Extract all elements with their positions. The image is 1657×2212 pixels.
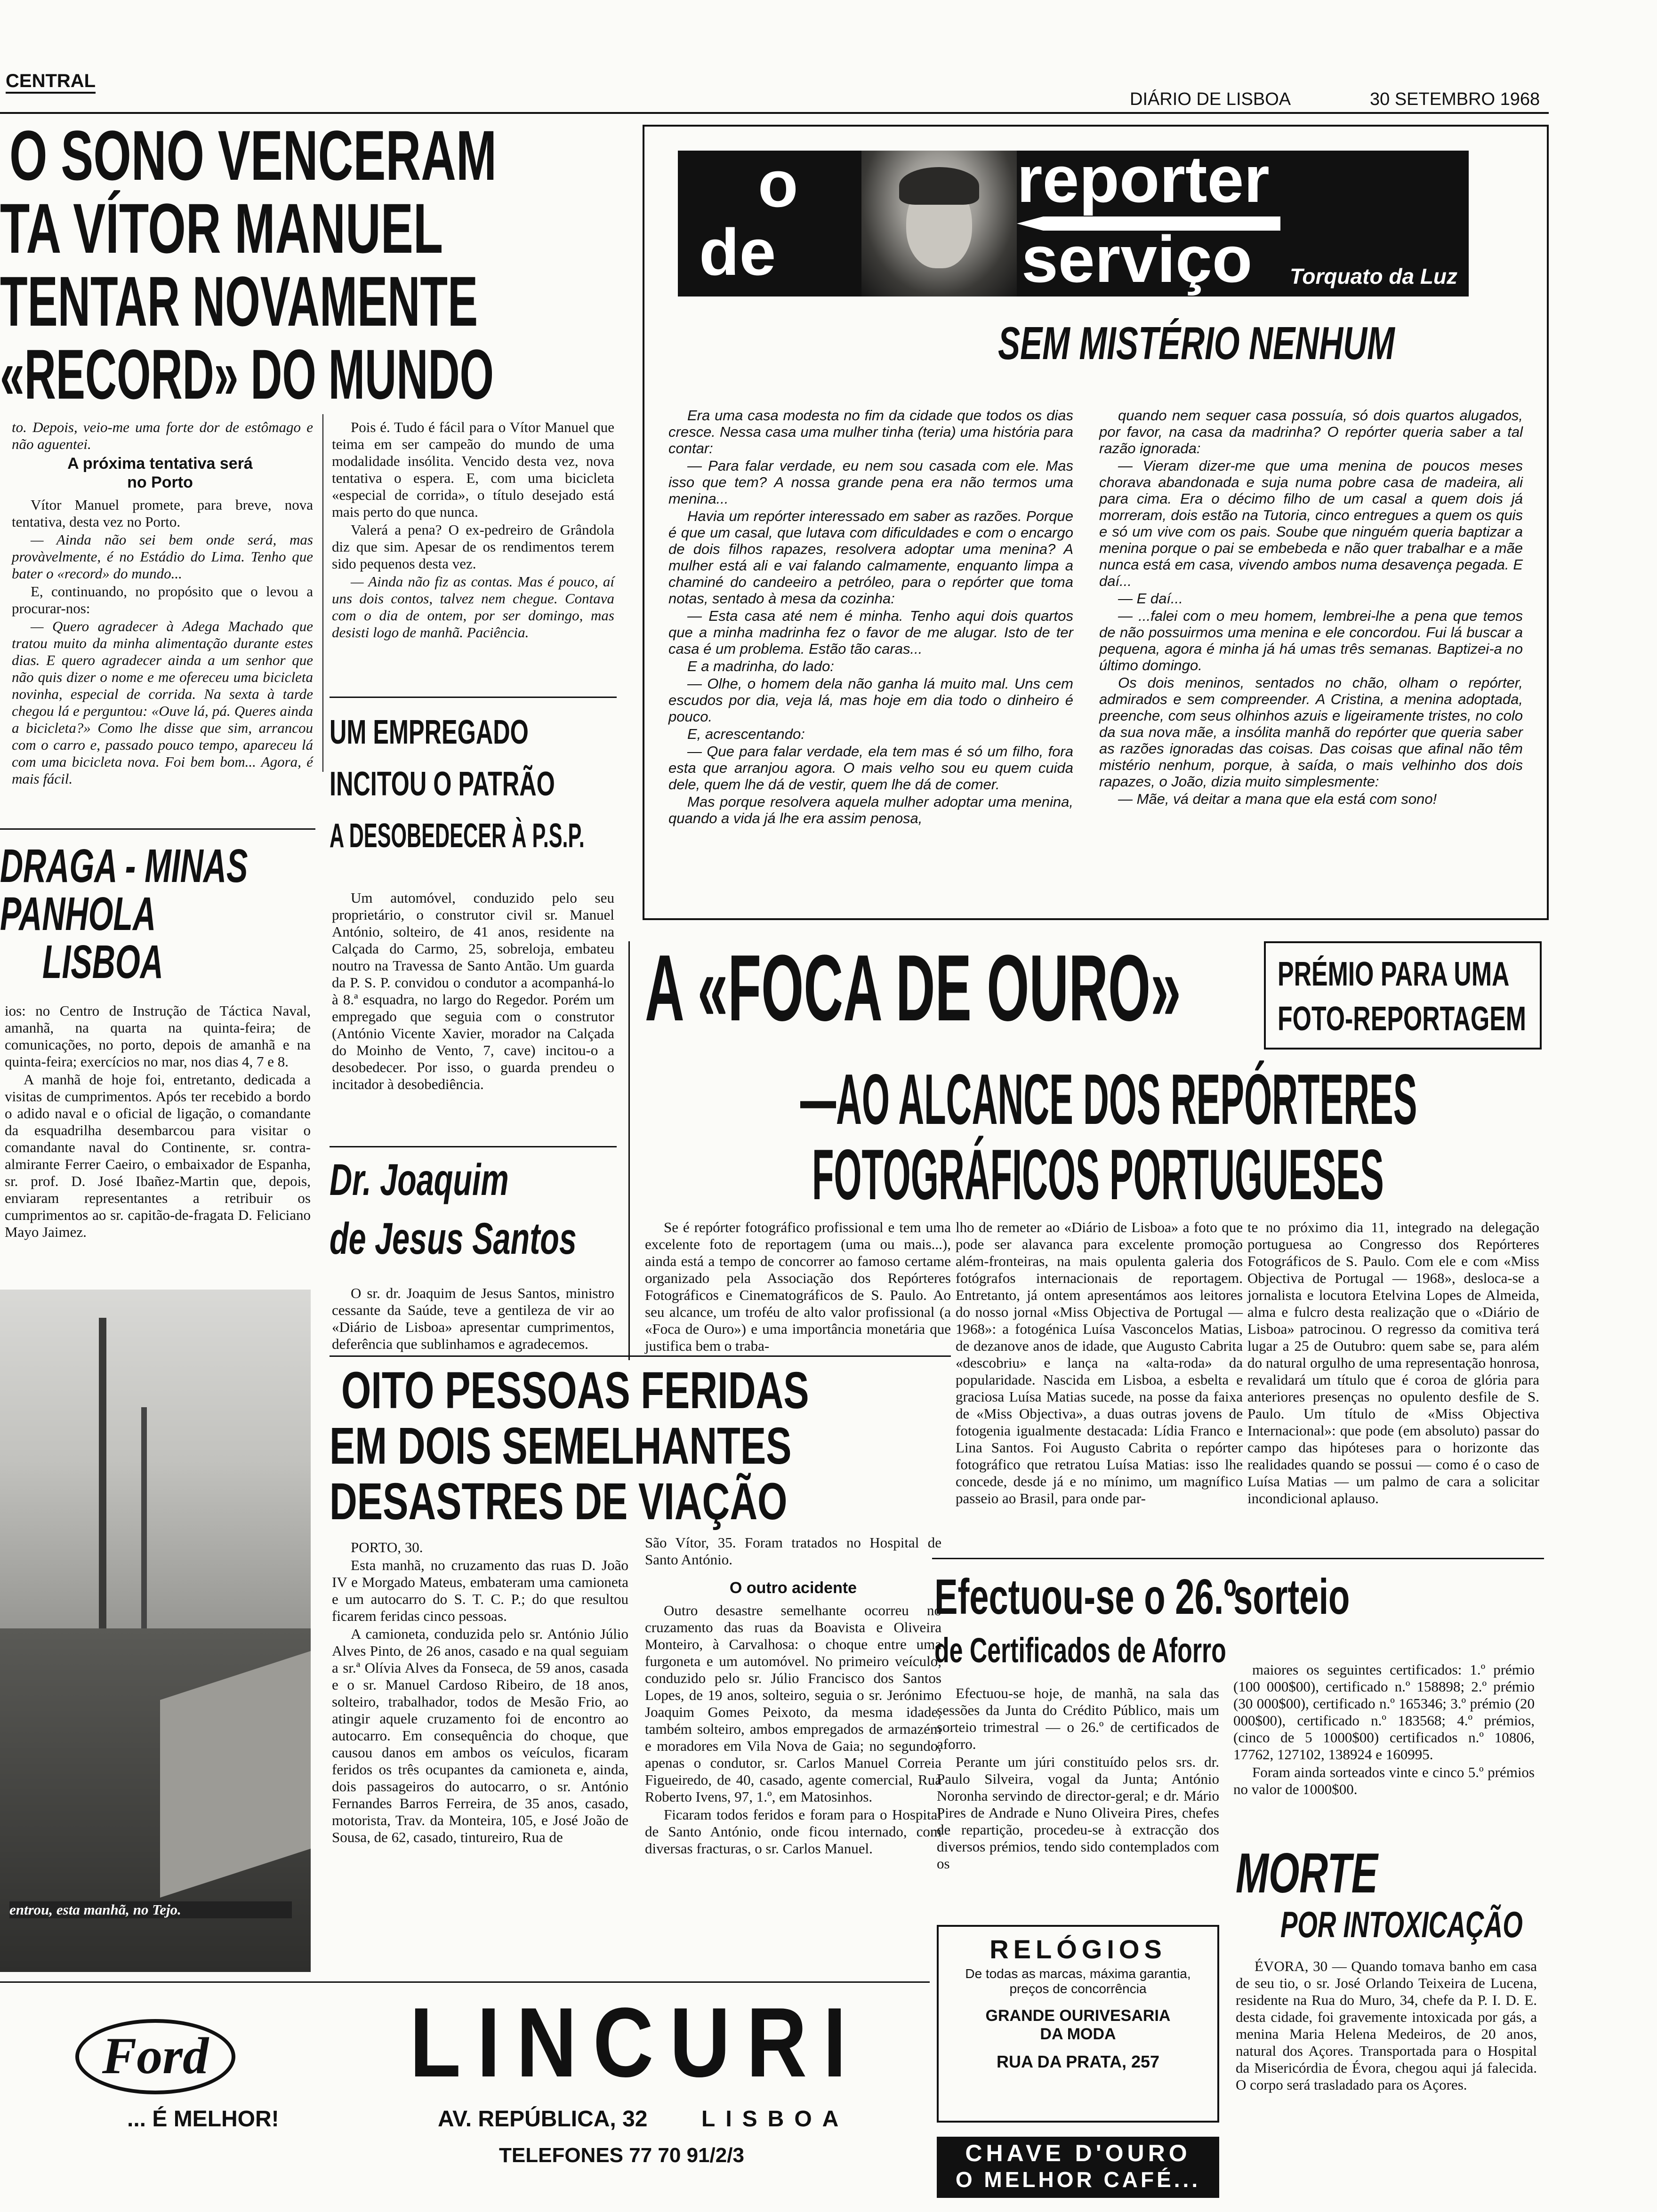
paragraph: PORTO, 30. xyxy=(351,1539,423,1555)
paragraph: Pois é. Tudo é fácil para o Vítor Manuel que teima em ser campeão do mundo de uma modalidade insólita. Vencido desta vez, nova tentativa o espera. E, com uma bicicleta «especial de corrida», o título desejado está mais perto do que nunca. xyxy=(332,419,614,520)
reporter-logo-text: o xyxy=(758,147,798,221)
main-headline-line: O SONO VENCERAM xyxy=(9,116,497,195)
empregado-headline xyxy=(330,715,617,871)
header-rule xyxy=(0,112,1549,114)
paragraph: Valerá a pena? O ex-pedreiro de Grândola diz que sim. Apesar de os rendimentos terem sido pequenos desta vez. xyxy=(332,521,614,572)
draga-body xyxy=(5,1002,311,1242)
lincuri-city: LISBOA xyxy=(701,2107,849,2132)
paragraph: E, continuando, no propósito que o levou a procurar-nos: xyxy=(12,583,313,617)
paragraph: Vítor Manuel promete, para breve, nova tentativa, desta vez no Porto. xyxy=(12,497,313,530)
section-rule xyxy=(0,828,315,830)
relogios-shop: DA MODA xyxy=(1040,2025,1116,2043)
paragraph: — Olhe, o homem dela não ganha lá muito mal. Uns cem escudos por dia, veja lá, mas hoje em dia todo o dinheiro é pouco. xyxy=(668,675,1073,725)
section-rule xyxy=(932,1558,1544,1559)
record-intro: to. Depois, veio-me uma forte dor de estômago e não aguentei. xyxy=(12,419,313,452)
paragraph: quando nem sequer casa possuía, só dois quartos alugados, por favor, na casa da madrinha? O repórter queria saber a tal razão ignorada: xyxy=(1099,407,1523,457)
sorteio-headline: sorteio xyxy=(1233,1569,1350,1625)
morte-subhead: POR INTOXICAÇÃO xyxy=(1280,1904,1523,1945)
foca-subhead-line: —AO ALCANCE DOS REPÓRTERES xyxy=(800,1059,1417,1139)
oito-headline-line: OITO PESSOAS FERIDAS xyxy=(341,1362,809,1419)
chave-line: CHAVE D'OURO xyxy=(965,2140,1191,2166)
paragraph: Havia um repórter interessado em saber as razões. Porque é que um casal, que lutava com dificuldades e com o encargo de dois filhos rapazes, resolvera adoptar uma menina? A mulher está ali e vai falando calmamente, enquanto limpa a chaminé do candeeiro a petróleo, para o repórter que toma notas, sentado à mesa da cozinha: xyxy=(668,508,1073,607)
draga-headline-line: DRAGA - MINAS xyxy=(0,840,248,892)
ford-slogan: ... É MELHOR! xyxy=(127,2107,279,2132)
foca-headline: A «FOCA DE OURO» xyxy=(645,936,1181,1041)
main-headline xyxy=(0,116,617,414)
paragraph: Se é repórter fotográfico profissional e tem uma excelente foto de reportagem (uma ou mais...), ainda está a tempo de concorrer ao famoso certame organizado pela Associação dos Repórteres Fotográficos e Cinematográficos de S. Paulo. Ao seu alcance, um troféu de alto valor profissional (a «Foca de Ouro») e uma importância monetária que justifica bem o traba- xyxy=(645,1219,951,1354)
paragraph: — Ainda não sei bem onde será, mas provàvelmente, é no Estádio do Lima. Tenho que bater o «record» do mundo... xyxy=(12,531,313,582)
foca-col2 xyxy=(956,1219,1243,1508)
paragraph: Os dois meninos, sentados no chão, olham o repórter, admirados e sem compreender. A Cristina, a menina adoptada, preenche, com seus olhinhos azuis e ligeiramente tristes, no colo da sua nova mãe, a insólita manhã do repórter que queria saber as razões ignoradas das coisas. Das coisas que afinal não têm mistério nenhum, porque, à saída, o mais velhinho dos dois rapazes, o João, dizia muito simplesmente: xyxy=(1099,674,1523,790)
column-rule xyxy=(322,414,323,772)
oito-headline xyxy=(330,1362,951,1531)
paragraph: maiores os seguintes certificados: 1.º prémio (100 000$00), certificado n.º 158898; 2.º prémio (30 000$00), certificado n.º 165346; 3.º prémio (20 000$00), certificado n.º 183568; 4.º prémios, (cinco de 5 1000$00) certificados n.º 10806, 17762, 127102, 138924 e 160995. xyxy=(1233,1661,1535,1763)
foca-col1 xyxy=(645,1219,951,1355)
relogios-title: RELÓGIOS xyxy=(989,1934,1166,1964)
main-headline-line: TENTAR NOVAMENTE xyxy=(0,262,478,341)
record-col2 xyxy=(332,419,614,642)
section-rule xyxy=(330,1355,951,1357)
main-headline-line: «RECORD» DO MUNDO xyxy=(0,335,494,414)
reporter-logo-text: serviço xyxy=(1022,222,1253,296)
draga-headline-line: LISBOA xyxy=(42,936,163,988)
paragraph: lho de remeter ao «Diário de Lisboa» a foto que pode ser alavanca para excelente promoção além-fronteiras, na mais opulenta galeria dos fotógrafos internacionais de reportagem. Entretanto, já ontem apresentámos aos leitores do nosso jornal «Miss Objectiva de Portugal — 1968»: a fotogénica Luísa Vasconcelos Matias, de dezanove anos de idade, que Augusto Cabrita «descobriu» e lança na «alta-roda» da popularidade. Nascida em Lisboa, a esbelta e graciosa Luísa Matias sucede, na posse da faixa de «Miss Objectiva», a duas outras jovens de fotogenia igualmente destacada: Lídia Franco e Lina Santos. Foi Augusto Cabrita o repórter fotográfico que retratou Luísa Matias: isso lhe concede, desde já e no mínimo, um magnífico passeio ao Brasil, para onde par- xyxy=(956,1219,1243,1507)
empregado-body xyxy=(332,890,614,1094)
lincuri-phone: TELEFONES 77 70 91/2/3 xyxy=(499,2144,744,2167)
paragraph: E a madrinha, do lado: xyxy=(687,658,834,674)
oito-col2 xyxy=(645,1534,941,1858)
ford-logo: Ford xyxy=(75,2019,235,2094)
joaquim-body xyxy=(332,1285,614,1354)
record-subhead: A próxima tentativa será no Porto xyxy=(67,455,253,491)
section-label: CENTRAL xyxy=(6,71,96,94)
empregado-headline-line: A DESOBEDECER À P.S.P. xyxy=(330,817,585,855)
oito-headline-line: DESASTRES DE VIAÇÃO xyxy=(330,1473,788,1531)
photo-mast-shape xyxy=(141,1407,147,1652)
sorteio-headline: Efectuou-se o 26.º xyxy=(934,1569,1237,1625)
paragraph: Efectuou-se hoje, de manhã, na sala das sessões da Junta do Crédito Público, mais um sorteio trimestral — o 26.º de certificados de aforro. xyxy=(937,1685,1219,1752)
oito-col1 xyxy=(332,1539,628,1847)
paragraph: Esta manhã, no cruzamento das ruas D. João IV e Morgado Mateus, embateram uma camioneta e um autocarro do S. T. C. P.; do que resultou ficarem feridas cinco pessoas. xyxy=(332,1557,628,1624)
paragraph: ÉVORA, 30 — Quando tomava banho em casa de seu tio, o sr. José Orlando Teixeira de Lucena, residente na Rua do Muro, 34, chefe da P. I. D. E. desta cidade, foi gravemente intoxicada por gás, a menina Maria Helena Medeiros, de 20 anos, natural dos Açores. Transportada para o Hospital da Misericórdia de Évora, chegou aqui já falecida. O corpo será trasladado para os Açores. xyxy=(1236,1958,1537,2093)
lincuri-address: AV. REPÚBLICA, 32 xyxy=(438,2107,648,2132)
paragraph: — E daí... xyxy=(1118,590,1183,607)
paragraph: Um automóvel, conduzido pelo seu proprietário, o construtor civil sr. Manuel António, solteiro, de 41 anos, residente na Calçada do Carmo, 25, sobreloja, embateu noutro na Travessa de Santo Antão. Um guarda da P. S. P. convidou o condutor a acompanhá-lo à 8.ª esquadra, no largo do Regedor. Porém um empregado que seguia com o construtor (António Vicente Xavier, morador na Calçada do Moinho de Vento, 7, cave) incitou-o a desobedecer. Por isso, o guarda prendeu o incitador à desobediência. xyxy=(332,890,614,1092)
relogios-ad[interactable] xyxy=(937,1925,1219,2123)
foca-prize-line: PRÉMIO PARA UMA xyxy=(1278,955,1510,993)
oito-subhead: O outro acidente xyxy=(729,1579,857,1597)
paragraph: Mas porque resolvera aquela mulher adoptar uma menina, quando a vida já lhe era assim penosa, xyxy=(668,793,1073,826)
photo-mast-shape xyxy=(99,1318,106,1675)
paragraph: ios: no Centro de Instrução de Táctica Naval, amanhã, na quarta na quinta-feira; de comunicações, no porto, depois de amanhã e na quinta-feira; exercícios no mar, nos dias 4, 7 e 8. xyxy=(5,1002,311,1070)
issue-date: 30 SETEMBRO 1968 xyxy=(1370,89,1540,109)
paragraph: — Para falar verdade, eu nem sou casada com ele. Mas isso que tem? A nossa grande pena era não termos uma menina... xyxy=(668,457,1073,507)
foca-prize-box xyxy=(1264,941,1542,1050)
sorteio-col1 xyxy=(937,1685,1219,1873)
reporter-col2 xyxy=(1099,407,1523,808)
paragraph: E, acrescentando: xyxy=(687,726,805,742)
reporter-col1 xyxy=(668,407,1073,827)
paragraph: — Mãe, vá deitar a mana que ela está com sono! xyxy=(1118,791,1437,807)
paragraph: — Esta casa até nem é minha. Tenho aqui dois quartos que a minha madrinha fez o favor de me alugar. Isto de ter casa é um problema. Estão tão caras... xyxy=(668,608,1073,657)
paragraph: A manhã de hoje foi, entretanto, dedicada a visitas de cumprimentos. Após ter recebido a bordo o adido naval e o oficial de ligação, o comandante da esquadrilha desembarcou para visitar o comandante naval do Continente, sr. contra-almirante Ferrer Caeiro, o embaixador de Espanha, sr. prof. D. José Ibañez-Martin que, depois, enviaram representantes a retribuir os cumprimentos ao sr. capitão-de-fragata D. Feliciano Mayo Jaimez. xyxy=(5,1071,311,1240)
paragraph: te no próximo dia 11, integrado na delegação portuguesa ao Congresso dos Repórteres Fotográficos de S. Paulo. Com ele e com «Miss Objectiva de Portugal — 1968», desloca-se a jornalista e locutora Etelvina Lopes de Almeida, alma e fulcro desta realização que o «Diário de Lisboa» patrocinou. O regresso da comitiva terá lugar a 25 de Outubro: quem sabe se, para além do natural orgulho de uma representação honrosa, revalidará um título que é coroa de glória para anteriores presenças no opulento desfile de S. Paulo. Um título de «Miss Objectiva Internacional»: que pode (em absoluto) passar do campo das hipóteses para o horizonte das realidades quando se possui — como é o caso de Luísa Matias — um palmo de cara a solicitar incondicional aplauso. xyxy=(1247,1219,1539,1507)
record-col1 xyxy=(12,497,313,788)
main-headline-line: TA VÍTOR MANUEL xyxy=(0,189,443,268)
chave-ad[interactable] xyxy=(937,2137,1219,2198)
paragraph: Era uma casa modesta no fim da cidade que todos os dias cresce. Nessa casa uma mulher tinha (teria) uma história para contar: xyxy=(668,407,1073,457)
foca-col3 xyxy=(1247,1219,1539,1508)
joaquim-headline-line: de Jesus Santos xyxy=(330,1214,577,1264)
empregado-headline-line: UM EMPREGADO xyxy=(330,713,529,751)
morte-headline: MORTE xyxy=(1236,1842,1378,1905)
section-rule xyxy=(330,697,617,698)
chave-line: O MELHOR CAFÉ... xyxy=(955,2167,1201,2192)
paragraph: Perante um júri constituído pelos srs. dr. Paulo Silveira, vogal da Junta; António Noronha servindo de director-geral; e dr. Mário Pires de Andrade e Nuno Oliveira Pires, chefes de repartição, procedeu-se à extracção dos diversos prémios, tendo sido contemplados com os xyxy=(937,1754,1219,1872)
paragraph: — Quero agradecer à Adega Machado que tratou muito da minha alimentação durante estes dias. E quero agradecer ainda a um senhor que não quis dizer o nome e me ofereceu uma bicicleta novinha, especial de corrida. Na sexta à tarde chegou lá e perguntou: «Ouve lá, pá. Queres ainda a bicicleta?» Como lhe disse que sim, arrancou com o carro e, passado pouco tempo, apareceu lá com uma bicicleta nova. Foi bem bom... Agora, é mais fácil. xyxy=(12,618,313,787)
morte-body xyxy=(1236,1958,1537,2094)
reporter-portrait xyxy=(861,151,1017,297)
portrait-hair-shape xyxy=(899,167,979,205)
ford-ad[interactable] xyxy=(9,1996,301,2193)
oito-headline-line: EM DOIS SEMELHANTES xyxy=(330,1417,792,1475)
draga-headline xyxy=(0,842,315,986)
reporter-title: SEM MISTÉRIO NENHUM xyxy=(998,317,1395,369)
paragraph: O sr. dr. Joaquim de Jesus Santos, ministro cessante da Saúde, teve a gentileza de vir ao «Diário de Lisboa» apresentar cumprimentos, deferência que sublinhamos e agradecemos. xyxy=(332,1285,614,1352)
photo-caption: entrou, esta manhã, no Tejo. xyxy=(9,1901,292,1918)
reporter-logo-text: reporter xyxy=(1017,142,1270,216)
newspaper-name: DIÁRIO DE LISBOA xyxy=(1130,89,1291,109)
paragraph: Foram ainda sorteados vinte e cinco 5.º prémios no valor de 1000$00. xyxy=(1233,1764,1535,1797)
joaquim-headline-line: Dr. Joaquim xyxy=(330,1155,509,1205)
joaquim-headline xyxy=(330,1155,617,1275)
paragraph: Ficaram todos feridos e foram para o Hospital de Santo António, onde ficou internado, com diversas fracturas, o sr. Carlos Manuel. xyxy=(645,1806,941,1857)
section-rule xyxy=(0,1981,930,1983)
paragraph: Outro desastre semelhante ocorreu no cruzamento das ruas da Boavista e Oliveira Monteiro, à Carvalhosa: o choque entre uma furgoneta e um automóvel. No primeiro veículo, conduzido pelo sr. Júlio Francisco dos Santos Lopes, de 19 anos, solteiro, seguia o sr. Jerónimo Joaquim Gomes Peixoto, da mesma idade, também solteiro, ambos empregados de armazém e moradores em Vila Nova de Gaia; no segundo, apenas o condutor, sr. Carlos Manuel Correia Figueiredo, de 40, casado, agente comercial, Rua Roberto Ivens, 97, 1.º, em Matosinhos. xyxy=(645,1602,941,1805)
relogios-shop: GRANDE OURIVESARIA xyxy=(985,2007,1171,2025)
paragraph: A camioneta, conduzida pelo sr. António Júlio Alves Pinto, de 26 anos, casado e na qual seguiam a sr.ª Olívia Alves da Fonseca, de 59 anos, casada e o sr. Manuel Cardoso Ribeiro, de 18 anos, solteiro, trabalhador, todos de Mesão Frio, ao atingir aquele cruzamento foi de encontro ao autocarro. Em consequência do choque, que causou danos em ambos os veículos, ficaram feridos os três ocupantes da camioneta e, ainda, dois passageiros do autocarro, o sr. António Fernandes Barros Ferreira, de 35 anos, casado, motorista, Trav. da Monteira, 105, e José João de Sousa, de 62, casado, tintureiro, Rua de xyxy=(332,1626,628,1845)
paragraph: São Vítor, 35. Foram tratados no Hospital de Santo António. xyxy=(645,1534,941,1568)
draga-headline-line: PANHOLA xyxy=(0,888,156,940)
relogios-line: De todas as marcas, máxima garantia, preços de concorrência xyxy=(965,1966,1191,1996)
reporter-logo-text: de xyxy=(699,215,776,289)
relogios-address: RUA DA PRATA, 257 xyxy=(996,2052,1160,2071)
column-rule xyxy=(628,941,630,1360)
section-rule xyxy=(330,1146,617,1147)
paragraph: — Que para falar verdade, ela tem mas é só um filho, fora esta que arranjou agora. O mais velho sou eu quem cuida dele, quem lhe dá de vestir, quem lhe dá de comer. xyxy=(668,743,1073,793)
paragraph: — Ainda não fiz as contas. Mas é pouco, aí uns dois contos, talvez nem chegue. Contava com o dia de ontem, por ser domingo, mas desisti logo de manhã. Paciência. xyxy=(332,573,614,641)
lincuri-ad[interactable] xyxy=(410,1987,927,2196)
sorteio-subhead: de Certificados de Aforro xyxy=(934,1631,1226,1670)
ship-photo xyxy=(0,1290,311,1972)
sorteio-col2 xyxy=(1233,1661,1535,1799)
foca-prize-line: FOTO-REPORTAGEM xyxy=(1278,1000,1526,1038)
paragraph: — ...falei com o meu homem, lembrei-lhe a pena que temos de não possuirmos uma menina e ele concordou. Fui lá buscar a pequena, agora é minha já há umas três semanas. Baptizei-a no último domingo. xyxy=(1099,608,1523,673)
lincuri-name: LINCURI xyxy=(410,1987,862,2098)
foca-subhead-line: FOTOGRÁFICOS PORTUGUESES xyxy=(812,1135,1384,1215)
empregado-headline-line: INCITOU O PATRÃO xyxy=(330,765,555,803)
reporter-logo xyxy=(678,142,1469,297)
reporter-author: Torquato da Luz xyxy=(1290,264,1458,289)
paragraph: — Vieram dizer-me que uma menina de poucos meses chorava abandonada e suja numa pobre casa de madeira, ali para cima. Era o décimo filho de um casal a quem dois já morreram, dois estão na Tutoria, cinco entregues a quem os quis e só um vive com os pais. Soube que ninguém queria baptizar a menina porque o pai se embebeda e não quer trabalhar e a mãe nunca está em casa, vivendo ambos numa desavença pegada. E daí... xyxy=(1099,457,1523,589)
